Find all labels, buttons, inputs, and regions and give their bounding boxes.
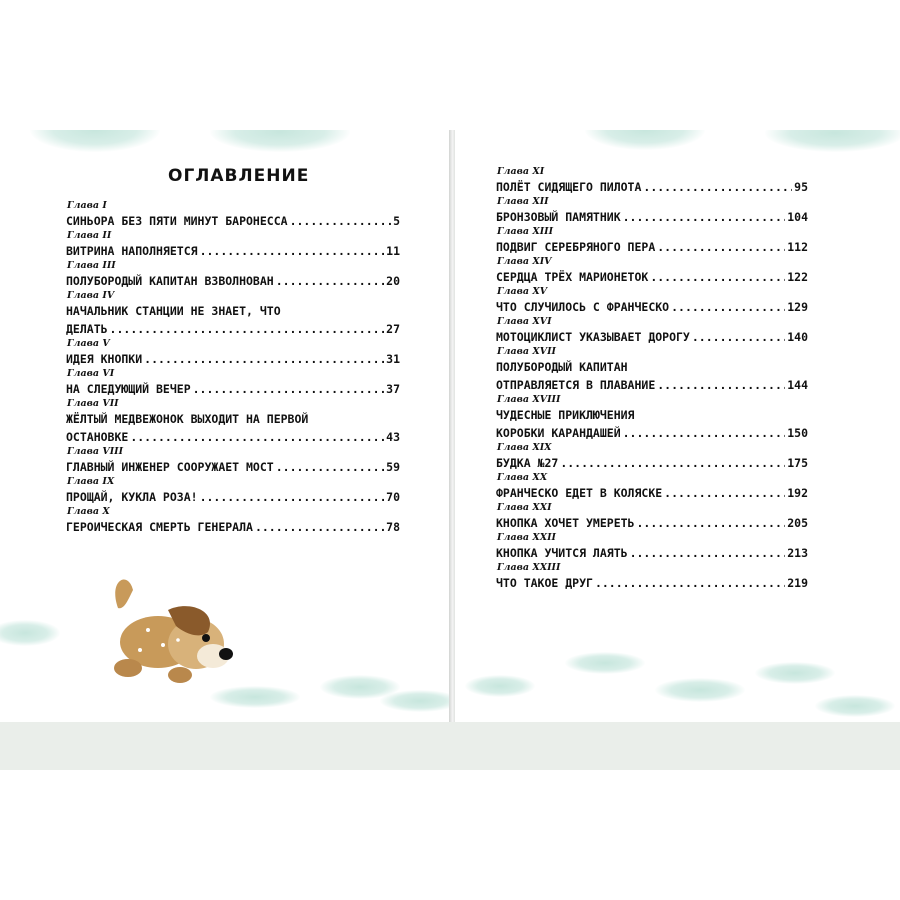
dot-leader [200, 242, 385, 260]
dot-leader [657, 376, 785, 394]
toc-line [496, 298, 808, 316]
chapter-title: БУДКА №27 [496, 456, 559, 470]
toc-entry [496, 256, 808, 286]
snow-decoration [585, 130, 705, 150]
chapter-number: Глава VIII [67, 446, 124, 457]
chapter-number: Глава XIII [497, 226, 554, 237]
chapter-number: Глава X [67, 506, 110, 517]
toc-entry [496, 472, 808, 502]
page-number: 78 [386, 520, 400, 534]
chapter-title: ЧУДЕСНЫЕ ПРИКЛЮЧЕНИЯ [496, 408, 635, 422]
dot-leader [671, 298, 785, 316]
page-number: 140 [787, 330, 808, 344]
dot-leader [110, 320, 385, 338]
book-spread [0, 130, 900, 770]
chapter-number: Глава XII [497, 196, 549, 207]
toc-right-list [496, 166, 808, 592]
toc-line [496, 406, 808, 424]
chapter-title: НАЧАЛЬНИК СТАНЦИИ НЕ ЗНАЕТ, ЧТО [66, 304, 281, 318]
snow-decoration [815, 695, 895, 717]
page-number: 37 [386, 382, 400, 396]
chapter-number: Глава II [67, 230, 112, 241]
toc-line [496, 454, 808, 472]
dot-leader [692, 328, 785, 346]
chapter-title: ПОЛУБОРОДЫЙ КАПИТАН ВЗВОЛНОВАН [66, 274, 274, 288]
toc-line [496, 574, 808, 592]
dot-leader [276, 272, 384, 290]
chapter-number: Глава I [67, 200, 107, 211]
dot-leader [276, 458, 384, 476]
toc-entry [496, 394, 808, 442]
toc-entry [66, 290, 400, 338]
right-page [455, 130, 900, 722]
chapter-number: Глава XV [497, 286, 548, 297]
page-number: 31 [386, 352, 400, 366]
dot-leader [630, 544, 786, 562]
page-number: 112 [787, 240, 808, 254]
snow-decoration [565, 652, 645, 674]
toc-entry [496, 562, 808, 592]
chapter-number: Глава IV [67, 290, 115, 301]
chapter-title: МОТОЦИКЛИСТ УКАЗЫВАЕТ ДОРОГУ [496, 330, 690, 344]
page-number: 192 [787, 486, 808, 500]
chapter-title: ОТПРАВЛЯЕТСЯ В ПЛАВАНИЕ [496, 378, 656, 392]
toc-entry [496, 346, 808, 394]
snow-decoration [0, 620, 60, 646]
chapter-title: ОСТАНОВКЕ [66, 430, 129, 444]
dot-leader [650, 268, 785, 286]
page-number: 11 [386, 244, 400, 258]
chapter-title: ДЕЛАТЬ [66, 322, 108, 336]
toc-line [496, 328, 808, 346]
toc-line [496, 484, 808, 502]
chapter-title: ПОЛЁТ СИДЯЩЕГО ПИЛОТА [496, 180, 642, 194]
puppy-illustration [88, 570, 248, 700]
chapter-title: ЧТО ТАКОЕ ДРУГ [496, 576, 593, 590]
toc-entry [496, 532, 808, 562]
dot-leader [193, 380, 385, 398]
page-number: 27 [386, 322, 400, 336]
page-number: 213 [787, 546, 808, 560]
dot-leader [560, 454, 785, 472]
dot-leader [636, 514, 785, 532]
chapter-title: ПОДВИГ СЕРЕБРЯНОГО ПЕРА [496, 240, 656, 254]
page-number: 59 [386, 460, 400, 474]
toc-entry [66, 398, 400, 446]
page-number: 205 [787, 516, 808, 530]
toc-line [496, 514, 808, 532]
page-number: 95 [794, 180, 808, 194]
toc-entry [66, 446, 400, 476]
page-number: 5 [393, 214, 400, 228]
left-page [0, 130, 449, 722]
toc-entry [496, 502, 808, 532]
toc-line [496, 178, 808, 196]
toc-entry [496, 286, 808, 316]
chapter-title: ЖЁЛТЫЙ МЕДВЕЖОНОК ВЫХОДИТ НА ПЕРВОЙ [66, 412, 309, 426]
snow-decoration [30, 130, 160, 152]
toc-line [496, 208, 808, 226]
dot-leader [200, 488, 385, 506]
toc-left-list [66, 200, 400, 536]
dot-leader [144, 350, 384, 368]
page-number: 150 [787, 426, 808, 440]
toc-line [66, 380, 400, 398]
chapter-number: Глава XIX [497, 442, 552, 453]
chapter-title: ПРОЩАЙ, КУКЛА РОЗА! [66, 490, 198, 504]
chapter-number: Глава XX [497, 472, 548, 483]
snow-decoration [655, 678, 745, 702]
page-number: 219 [787, 576, 808, 590]
toc-entry [66, 476, 400, 506]
toc-line [66, 410, 400, 428]
snow-decoration [210, 130, 350, 152]
toc-line [66, 302, 400, 320]
toc-line [66, 242, 400, 260]
chapter-title: ГЛАВНЫЙ ИНЖЕНЕР СООРУЖАЕТ МОСТ [66, 460, 274, 474]
page-number: 175 [787, 456, 808, 470]
page-number: 144 [787, 378, 808, 392]
page-title: ОГЛАВЛЕНИЕ [168, 166, 310, 186]
page-number: 43 [386, 430, 400, 444]
toc-line [66, 320, 400, 338]
chapter-title: КНОПКА УЧИТСЯ ЛАЯТЬ [496, 546, 628, 560]
dot-leader [657, 238, 785, 256]
page-bottom-edge [0, 722, 900, 770]
chapter-number: Глава VI [67, 368, 115, 379]
dot-leader [623, 208, 786, 226]
chapter-title: ПОЛУБОРОДЫЙ КАПИТАН [496, 360, 628, 374]
toc-line [66, 518, 400, 536]
toc-entry [496, 196, 808, 226]
dot-leader [255, 518, 384, 536]
toc-line [66, 212, 400, 230]
toc-entry [66, 368, 400, 398]
chapter-number: Глава XVII [497, 346, 556, 357]
chapter-title: БРОНЗОВЫЙ ПАМЯТНИК [496, 210, 621, 224]
chapter-number: Глава XVIII [497, 394, 561, 405]
dot-leader [595, 574, 785, 592]
chapter-number: Глава V [67, 338, 110, 349]
toc-entry [66, 506, 400, 536]
toc-line [66, 458, 400, 476]
toc-entry [496, 226, 808, 256]
chapter-title: СЕРДЦА ТРЁХ МАРИОНЕТОК [496, 270, 649, 284]
toc-line [496, 376, 808, 394]
toc-line [496, 424, 808, 442]
toc-entry [66, 260, 400, 290]
toc-line [66, 272, 400, 290]
chapter-title: ГЕРОИЧЕСКАЯ СМЕРТЬ ГЕНЕРАЛА [66, 520, 253, 534]
chapter-number: Глава IX [67, 476, 115, 487]
page-number: 104 [787, 210, 808, 224]
chapter-number: Глава III [67, 260, 116, 271]
snow-decoration [755, 662, 835, 684]
chapter-title: ФРАНЧЕСКО ЕДЕТ В КОЛЯСКЕ [496, 486, 663, 500]
toc-line [496, 358, 808, 376]
toc-entry [496, 166, 808, 196]
chapter-number: Глава XXII [497, 532, 556, 543]
dot-leader [664, 484, 785, 502]
snow-decoration [765, 130, 900, 152]
chapter-title: СИНЬОРА БЕЗ ПЯТИ МИНУТ БАРОНЕССА [66, 214, 288, 228]
toc-line [66, 428, 400, 446]
dot-leader [290, 212, 392, 230]
chapter-title: ЧТО СЛУЧИЛОСЬ С ФРАНЧЕСКО [496, 300, 670, 314]
toc-line [66, 488, 400, 506]
chapter-number: Глава XI [497, 166, 545, 177]
chapter-title: ИДЕЯ КНОПКИ [66, 352, 143, 366]
toc-line [66, 350, 400, 368]
snow-decoration [465, 675, 535, 697]
dot-leader [643, 178, 792, 196]
chapter-title: ВИТРИНА НАПОЛНЯЕТСЯ [66, 244, 198, 258]
snow-decoration [380, 690, 449, 712]
page-number: 129 [787, 300, 808, 314]
page-number: 122 [787, 270, 808, 284]
toc-line [496, 544, 808, 562]
chapter-number: Глава XVI [497, 316, 552, 327]
chapter-number: Глава XXIII [497, 562, 561, 573]
toc-entry [496, 316, 808, 346]
toc-entry [66, 338, 400, 368]
chapter-title: КОРОБКИ КАРАНДАШЕЙ [496, 426, 621, 440]
page-number: 20 [386, 274, 400, 288]
toc-line [496, 268, 808, 286]
toc-entry [66, 200, 400, 230]
chapter-title: НА СЛЕДУЮЩИЙ ВЕЧЕР [66, 382, 191, 396]
toc-entry [496, 442, 808, 472]
chapter-number: Глава XXI [497, 502, 552, 513]
toc-entry [66, 230, 400, 260]
dot-leader [130, 428, 384, 446]
chapter-number: Глава XIV [497, 256, 552, 267]
toc-line [496, 238, 808, 256]
chapter-number: Глава VII [67, 398, 119, 409]
dot-leader [623, 424, 786, 442]
page-number: 70 [386, 490, 400, 504]
chapter-title: КНОПКА ХОЧЕТ УМЕРЕТЬ [496, 516, 635, 530]
